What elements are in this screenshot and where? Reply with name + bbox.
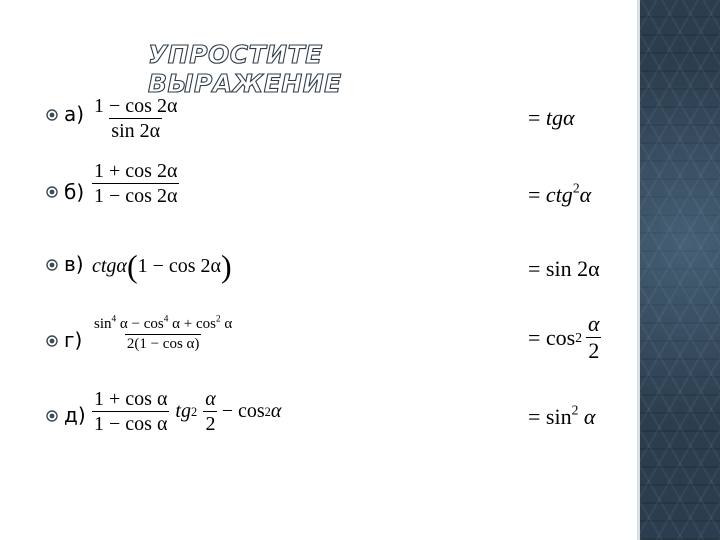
equals-sin: = sin <box>528 404 572 429</box>
item-label: д) <box>64 403 86 427</box>
circled-dot-bullet-icon <box>46 259 58 271</box>
item-label: б) <box>64 180 85 204</box>
equals-sign: = <box>528 182 546 207</box>
circled-dot-bullet-icon <box>46 186 58 198</box>
exponent: 2 <box>572 180 580 196</box>
item-b <box>0 160 640 216</box>
exponent: 4 <box>163 314 169 325</box>
expression-rhs <box>528 404 595 430</box>
numerator: 1 + cos α <box>94 388 168 410</box>
circled-dot-bullet-icon <box>46 335 58 347</box>
result-text: sin 2α <box>545 256 600 281</box>
fraction <box>92 95 179 142</box>
open-paren: ( <box>126 248 138 284</box>
denominator: 1 − cos 2α <box>94 185 178 207</box>
expression-lhs <box>92 250 232 282</box>
tangent-part: tg <box>175 400 191 422</box>
fraction <box>586 312 602 363</box>
denominator: 2 <box>205 413 216 435</box>
result-variable: α <box>579 182 592 207</box>
expression-inner: 1 − cos 2α <box>137 254 222 277</box>
page-title: УПРОСТИТЕ ВЫРАЖЕНИЕ <box>148 40 342 98</box>
numerator <box>92 316 234 334</box>
numerator: 1 − cos 2α <box>94 95 178 117</box>
expression-lhs <box>92 95 179 142</box>
numerator-part: α − cos <box>116 316 164 332</box>
expression-lhs <box>92 316 234 352</box>
expression-rhs <box>528 105 575 131</box>
expression-rhs <box>528 182 591 208</box>
close-paren: ) <box>221 248 232 284</box>
numerator-part: sin <box>94 316 112 332</box>
expression-lhs: $\frac{\text{1 + cos α}}{\text{1 − cos α}}$ tg 2 $\frac{\alpha}{2}$ − cos 2 α <box>94 388 282 435</box>
expression-lhs <box>92 160 179 207</box>
item-a <box>0 95 640 151</box>
denominator: sin 2α <box>111 120 161 142</box>
exponent: 2 <box>571 402 579 418</box>
item-label: г) <box>64 328 83 352</box>
equals-cos: = cos <box>528 324 576 350</box>
numerator: α <box>588 311 600 336</box>
numerator-part: α <box>220 316 233 332</box>
result-text: tgα <box>545 105 575 130</box>
tail-part: − cos <box>221 400 265 422</box>
fraction <box>203 388 218 435</box>
numerator-part: α + cos <box>168 316 216 332</box>
fraction <box>92 160 179 207</box>
numerator: 1 + cos 2α <box>94 160 178 182</box>
item-e <box>0 388 640 450</box>
fraction <box>92 388 169 435</box>
result-variable: α <box>578 404 596 429</box>
item-label: а) <box>64 102 85 126</box>
circled-dot-bullet-icon <box>46 410 58 422</box>
exponent: 2 <box>215 314 221 325</box>
equals-sign: = <box>528 105 546 130</box>
decorative-side-panel <box>640 0 720 540</box>
item-d <box>0 312 640 382</box>
denominator: 2 <box>588 338 600 364</box>
item-label: в) <box>64 252 84 276</box>
item-c <box>0 250 640 286</box>
result-text: ctg <box>545 182 573 207</box>
expression-prefix: ctgα <box>92 254 127 277</box>
exponent: 4 <box>111 314 117 325</box>
fraction <box>92 316 234 352</box>
denominator: 1 − cos α <box>94 413 168 435</box>
circled-dot-bullet-icon <box>46 109 58 121</box>
numerator: α <box>205 388 216 410</box>
denominator: 2(1 − cos α) <box>126 335 200 352</box>
equals-sign: = <box>528 256 546 281</box>
expression-rhs <box>528 256 600 282</box>
tail-variable: α <box>270 400 282 422</box>
expression-rhs: = cos 2 $\frac{\alpha}{2}$ <box>528 311 600 364</box>
